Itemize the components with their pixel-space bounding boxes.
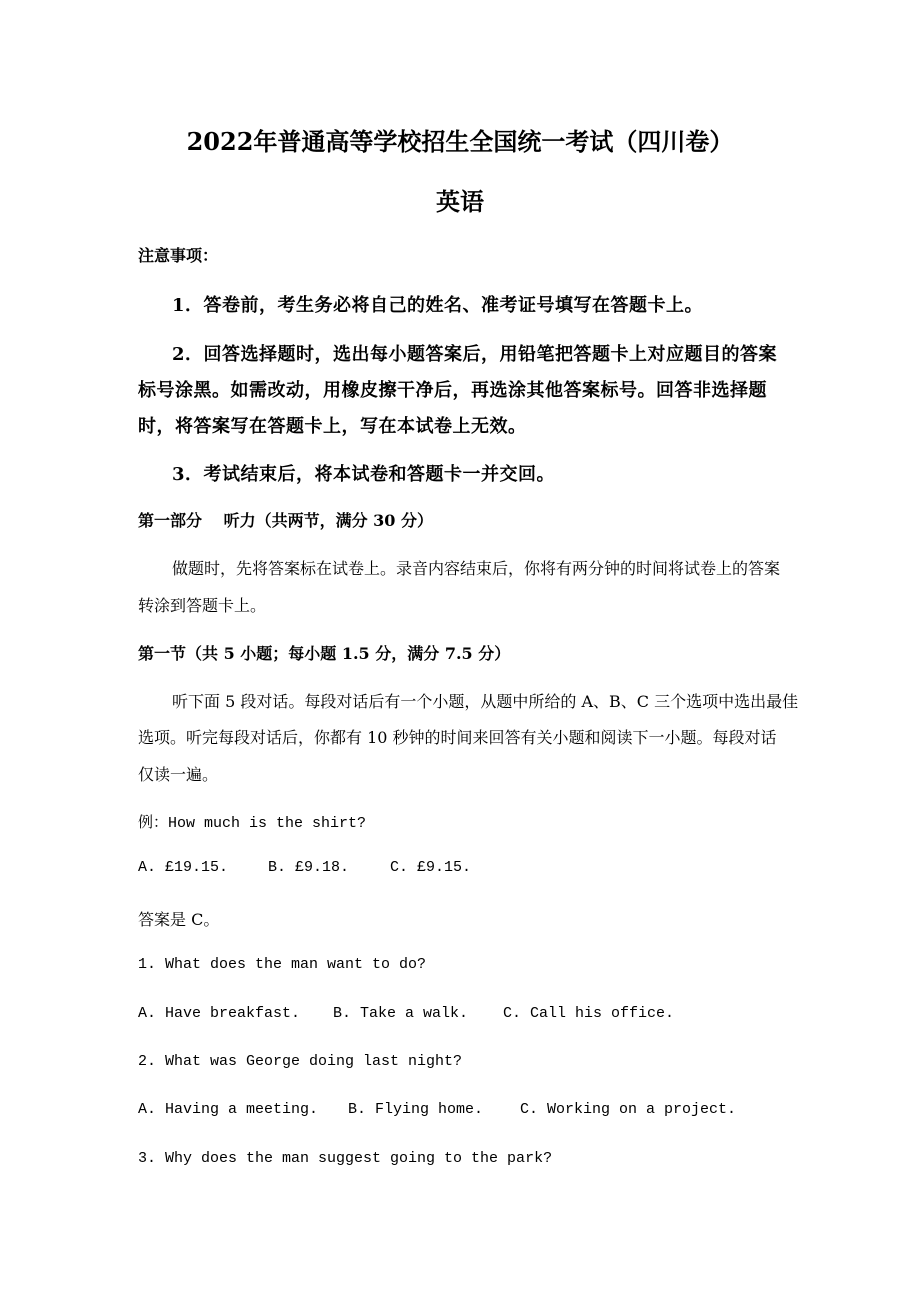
section1-heading: 第一节（共 5 小题；每小题 1.5 分，满分 7.5 分） — [138, 644, 511, 663]
part1-intro-line-2: 转涂到答题卡上。 — [138, 596, 267, 615]
notice-heading: 注意事项： — [138, 246, 219, 265]
notice-item-2-line-3: 时，将答案写在答题卡上，写在本试卷上无效。 — [138, 416, 527, 437]
question-2-option-c: C. Working on a project. — [520, 1101, 737, 1118]
notice-item-3: 3．考试结束后，将本试卷和答题卡一并交回。 — [172, 464, 556, 485]
question-1-option-c: C. Call his office. — [503, 1005, 675, 1022]
part1-heading: 第一部分 听力（共两节，满分 30 分） — [138, 511, 433, 530]
question-3: 3. Why does the man suggest going to the park? — [138, 1150, 553, 1167]
notice-item-2-line-1: 2．回答选择题时，选出每小题答案后，用铅笔把答题卡上对应题目的答案 — [172, 344, 778, 365]
example-option-a: A. £19.15. — [138, 859, 229, 876]
notice-item-2-line-2: 标号涂黑。如需改动，用橡皮擦干净后，再选涂其他答案标号。回答非选择题 — [138, 380, 767, 401]
question-1-option-b: B. Take a walk. — [333, 1005, 469, 1022]
section1-intro-line-3: 仅读一遍。 — [138, 765, 219, 784]
example-answer: 答案是 C。 — [138, 910, 220, 929]
example-option-c: C. £9.15. — [390, 859, 472, 876]
example-question: 例：How much is the shirt? — [138, 815, 367, 832]
question-2-option-a: A. Having a meeting. — [138, 1101, 319, 1118]
exam-title: 2022年普通高等学校招生全国统一考试（四川卷） — [186, 127, 734, 156]
question-1-option-a: A. Have breakfast. — [138, 1005, 301, 1022]
part1-intro-line-1: 做题时，先将答案标在试卷上。录音内容结束后，你将有两分钟的时间将试卷上的答案 — [172, 559, 781, 578]
section1-intro-line-2: 选项。听完每段对话后，你都有 10 秒钟的时间来回答有关小题和阅读下一小题。每段对话 — [138, 728, 777, 747]
section1-intro-line-1: 听下面 5 段对话。每段对话后有一个小题，从题中所给的 A、B、C 三个选项中选出最佳 — [172, 692, 799, 711]
question-2: 2. What was George doing last night? — [138, 1053, 463, 1070]
question-2-option-b: B. Flying home. — [348, 1101, 484, 1118]
question-1: 1. What does the man want to do? — [138, 956, 427, 973]
notice-item-1: 1．答卷前，考生务必将自己的姓名、准考证号填写在答题卡上。 — [172, 295, 704, 316]
subject-title: 英语 — [436, 187, 484, 216]
example-option-b: B. £9.18. — [268, 859, 350, 876]
